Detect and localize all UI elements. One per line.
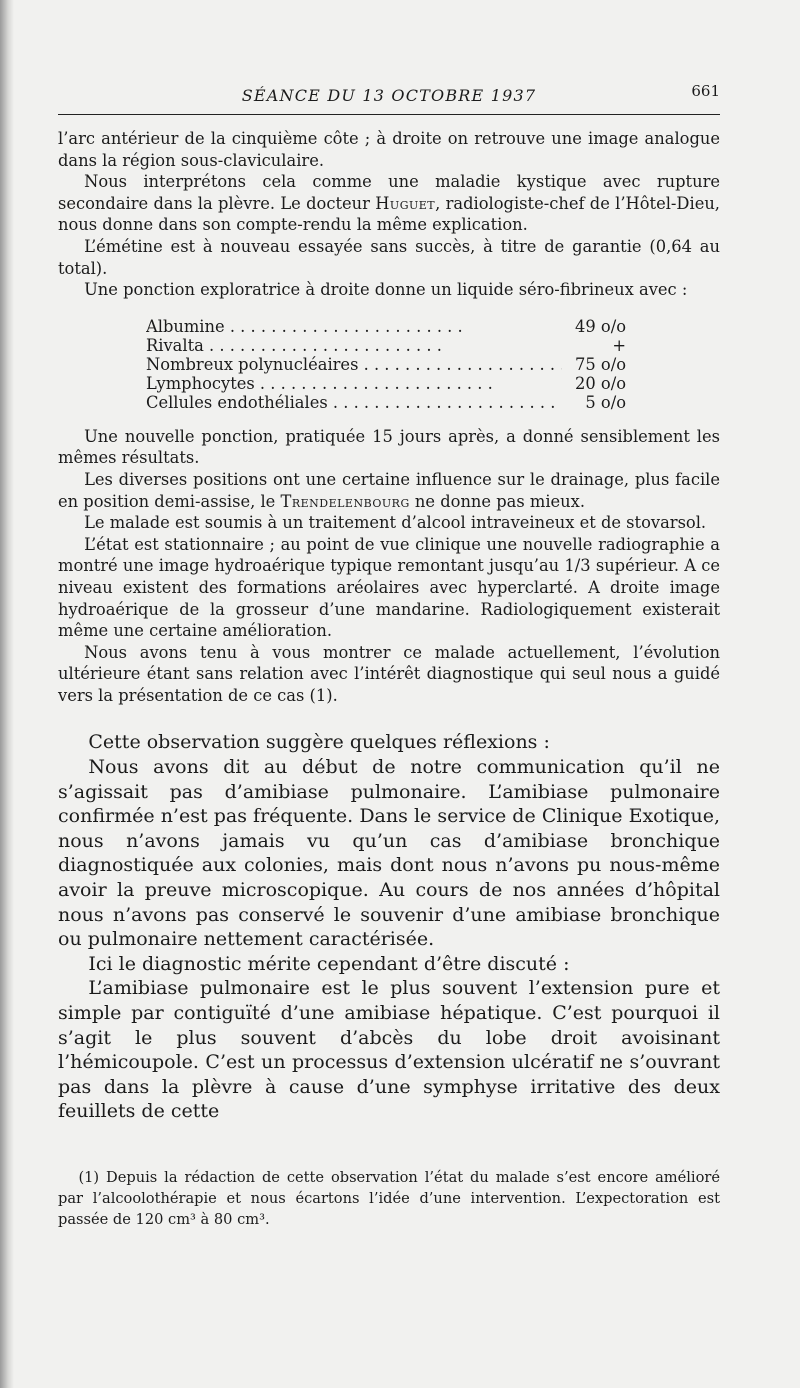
discussion-section (58, 730, 720, 1124)
footnote (58, 1168, 720, 1230)
running-title: SÉANCE DU 13 OCTOBRE 1937 (241, 86, 537, 105)
paragraph-6 (58, 469, 720, 512)
paragraph-2-start: Nous interprétons cela comme une maladie kystique avec rupture secondaire dans la plèvre. Le docteur (58, 172, 720, 213)
paragraph-13: L’amibiase pulmonaire est le plus souvent l’extension pure et simple par contiguïté d’une amibiase hépatique. C’est pourquoi il s’agit le plus souvent d’abcès du lobe droit avoisinant l’hémicoupole. C’est un processus d’extension ulcératif ne s’ouvrant pas dans la plèvre à cause d’une symphyse irritative des deux feuillets de cette (58, 977, 720, 1123)
page-edge-shadow (0, 0, 14, 1388)
author-name-huguet: Huguet (375, 193, 436, 213)
paragraph-2 (58, 171, 720, 236)
result-row (146, 374, 626, 393)
footnote-text: (1) Depuis la rédaction de cette observation l’état du malade s’est encore amélioré par l’alcoolothérapie et nous écartons l’idée d’une intervention. L’expectoration est passée de 120 cm³ à 80 cm³. (58, 1168, 720, 1228)
result-value: 49 o/o (575, 316, 626, 336)
result-label: Albumine . . . (146, 317, 463, 336)
result-value: 5 o/o (585, 392, 626, 412)
page-header (58, 74, 720, 114)
book-page (58, 74, 720, 1230)
case-report-section (58, 128, 720, 706)
paragraph-2-end: , radiologiste-chef de l’Hôtel-Dieu, nous donne dans son compte-rendu la même explication. (58, 193, 720, 235)
paragraph-3: L’émétine est à nouveau essayée sans succès, à titre de garantie (0,64 au total). (58, 236, 720, 278)
paragraph-12: Ici le diagnostic mérite cependant d’être discuté : (88, 952, 570, 975)
paragraph-5: Une nouvelle ponction, pratiquée 15 jours après, a donné sensiblement les mêmes résultats. (58, 426, 720, 468)
page-number: 661 (691, 82, 720, 100)
result-label: Lymphocytes . . . (146, 374, 493, 393)
paragraph-4: Une ponction exploratrice à droite donne un liquide séro-fibrineux avec : (84, 280, 688, 300)
result-value: + (612, 335, 626, 355)
paragraph-1: l’arc antérieur de la cinquième côte ; à droite on retrouve une image analogue dans la région sous-claviculaire. (58, 129, 720, 170)
puncture-results-table (146, 317, 626, 412)
paragraph-8: L’état est stationnaire ; au point de vue clinique une nouvelle radiographie a montré une image hydroaérique typique remontant jusqu’au 1/3 supérieur. A ce niveau existent des formations aréolaires avec hyperclarté. A droite image hydroaérique de la grosseur d’une mandarine. Radiologiquement existerait même une certaine amélioration. (58, 534, 720, 641)
paragraph-6-start: Les diverses positions ont une certaine influence sur le drainage, plus facile en position demi-assise, le (58, 469, 720, 511)
result-row (146, 336, 626, 355)
result-row (146, 355, 626, 374)
paragraph-7: Le malade est soumis à un traitement d’alcool intraveineux et de stovarsol. (84, 513, 707, 533)
result-label: Rivalta . . . (146, 336, 442, 355)
paragraph-9: Nous avons tenu à vous montrer ce malade actuellement, l’évolution ultérieure étant sans relation avec l’intérêt diagnostique qui seul nous a guidé vers la présentation de ce cas (1). (58, 642, 720, 705)
result-value: 20 o/o (575, 373, 626, 393)
paragraph-10: Cette observation suggère quelques réflexions : (88, 731, 550, 754)
author-name-trendelenbourg: Trendelenbourg (280, 491, 410, 511)
result-label: Cellules endothéliales . . . (146, 393, 562, 412)
paragraph-6-end: ne donne pas mieux. (409, 491, 586, 511)
header-rule (58, 114, 720, 115)
paragraph-11: Nous avons dit au début de notre communication qu’il ne s’agissait pas d’amibiase pulmonaire. L’amibiase pulmonaire confirmée n’est pas fréquente. Dans le service de Clinique Exotique, nous n’avons jamais vu qu’un cas d’amibiase bronchique diagnostiquée aux colonies, mais dont nous n’avons pu nous-même avoir la preuve microscopique. Au cours de nos années d’hôpital nous n’avons pas conservé le souvenir d’une amibiase bronchique ou pulmonaire nettement caractérisée. (58, 756, 720, 951)
result-label: Nombreux polynucléaires . . . (146, 355, 562, 374)
result-value: 75 o/o (575, 354, 626, 374)
result-row (146, 393, 626, 412)
result-row (146, 317, 626, 336)
